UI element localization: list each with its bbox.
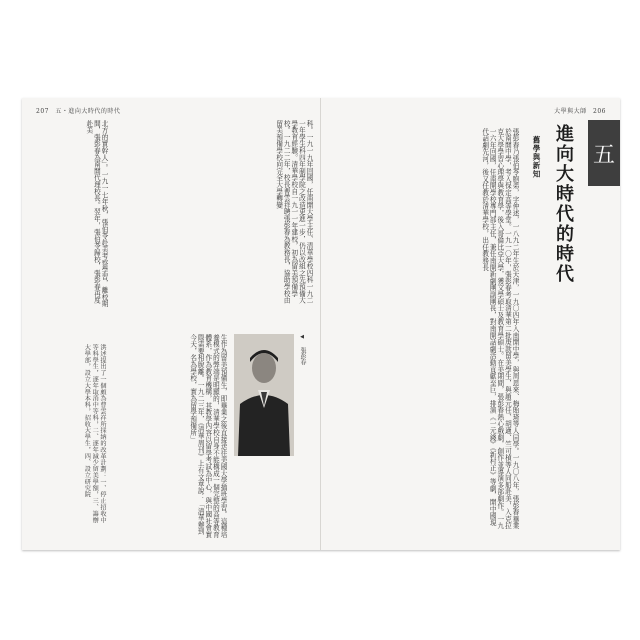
left-page-number: 207 xyxy=(36,108,49,115)
right-running-title: 大學與大師 xyxy=(554,108,587,115)
left-running-head xyxy=(32,106,120,115)
page-gutter xyxy=(320,98,321,550)
left-indented-list: 洪述提出了一個頗為曹雲祥所採納的改革計劃：一、停止招收中等科學生，逐年取消中等科，二、逐年減少留美學額，三、籌辦大學部，設立大學本科，招收大學生，四、設立研究院 xyxy=(83,344,106,524)
book-spread xyxy=(22,98,620,550)
section-heading: 舊學與新知 xyxy=(532,136,541,179)
right-page-number: 206 xyxy=(593,108,606,115)
left-running-title: 五・進向大時代的時代 xyxy=(55,108,121,115)
left-body-text-upper: 科。一九一九年回國，任南開大學主任、清華學校四科一九二一年學生科四年制學院之改造更進一步，仍以改組之先預備大學教育經驗。清華學校自一九一一年建校，初為留美預備學校。一九二二年，校長曹雲祥聘張彭春為教務長，協助學校由留美預備學校向完全大學轉變 xyxy=(274,120,313,304)
portrait-image xyxy=(234,334,294,456)
left-body-text-lower: 生作為留美預備生，即畢業之後直接送往美國大學插班學習。這種培養模式的弊端是明顯的，清華學校自身不能構成一個完整的高等教育體系，作為教育機構，其教學內容以留學考試為中心，與中國社會實際需要相脫離。一九二三年，《清華周刊》上有文章說：「清華辦到今天，名為學校，實為留學預備所」 xyxy=(188,334,227,538)
triangle-marker-icon: ◀ xyxy=(299,334,305,340)
chapter-number-tab xyxy=(588,120,620,186)
chapter-title: 進向大時代的時代 xyxy=(553,124,574,284)
right-running-head xyxy=(554,106,610,115)
photo-caption: ◀ 張彭春 xyxy=(299,334,306,365)
portrait-photo xyxy=(234,334,294,456)
right-body-text: 張彭春乃張伯苓胞弟，字仲述，一八九二年生於天津，一九〇四年入南開中學，與周恩來、梅貽琦等人同學。一九〇八年，張彭春畢業於南開中學，考入保定高等學堂。一九一〇年，張彭春考取清華第二批庚款留美學生，與趙元任、胡適、竺可楨等人同船赴美，入克拉克大學學習心理學與教育學，後入哥倫比亞大學，獲文學碩士及教育學碩士。在美期間，張彭春熱心戲劇，創作並導演多部劇作。一九一六年回國，任南開學校專門部主任，兼任南開新劇團副團長，對南開話劇活動貢獻至巨，排演《一元錢》《新村正》等劇，開中國現代話劇先河，後又任教於清華學校，出任教務長 xyxy=(480,128,519,530)
chapter-number: 五 xyxy=(592,142,615,168)
left-body-text-upper-left: 北方的實幹人」。一九一七年秋，張伯苓赴美考察學習，離校期間，張彭春為南開代理校長。翌年，張伯苓歸校，張彭春再度赴美 xyxy=(84,120,108,308)
